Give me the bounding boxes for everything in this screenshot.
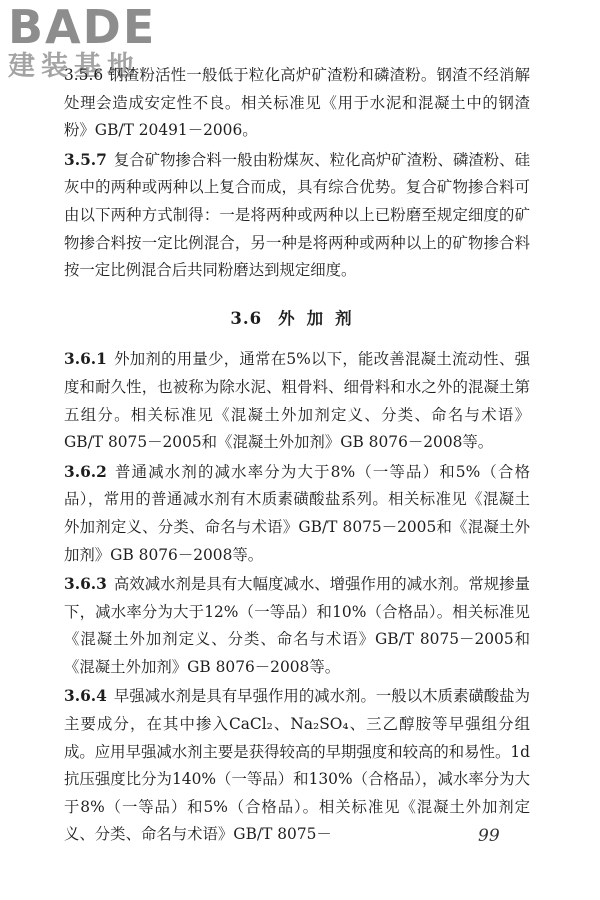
clause-3-5-6 (64, 62, 530, 145)
section-title: 外加剂 (278, 308, 364, 328)
section-heading (64, 305, 530, 333)
page-number: 99 (478, 826, 500, 846)
watermark-latin: BADE (8, 0, 157, 54)
clause-3-6-1 (64, 346, 530, 456)
clause-text: 早强减水剂是具有早强作用的减水剂。一般以木质素磺酸盐为主要成分，在其中掺入CaCl₂、Na₂SO₄、三乙醇胺等早强组分组成。应用早强减水剂主要是获得较高的早期强度和较高的和易性。1d抗压强度比分为140%（一等品）和130%（合格品），减水率分为大于8%（一等品）和5%（合格品）。相关标准见《混凝土外加剂定义、分类、命名与术语》GB/T 8075－ (64, 687, 530, 844)
section-number: 3.6 (230, 308, 263, 328)
clause-text: 外加剂的用量少，通常在5%以下，能改善混凝土流动性、强度和耐久性，也被称为除水泥、粗骨料、细骨料和水之外的混凝土第五组分。相关标准见《混凝土外加剂定义、分类、命名与术语》GB/T 8075－2005和《混凝土外加剂》GB 8076－2008等。 (64, 350, 530, 452)
clause-text: 普通减水剂的减水率分为大于8%（一等品）和5%（合格品），常用的普通减水剂有木质素磺酸盐系列。相关标准见《混凝土外加剂定义、分类、命名与术语》GB/T 8075－2005和《混凝土外加剂》GB 8076－2008等。 (64, 462, 530, 564)
clause-text: 高效减水剂是具有大幅度减水、增强作用的减水剂。常规掺量下，减水率分为大于12%（一等品）和10%（合格品）。相关标准见《混凝土外加剂定义、分类、命名与术语》GB/T 8075－2005和《混凝土外加剂》GB 8076－2008等。 (64, 575, 530, 676)
page-body (64, 62, 530, 851)
clause-number: 3.5.7 (64, 150, 107, 169)
clause-number: 3.6.1 (64, 350, 107, 369)
clause-3-6-2 (64, 459, 530, 569)
clause-number: 3.6.4 (64, 687, 107, 706)
clause-3-6-3 (64, 571, 530, 681)
clause-3-6-4 (64, 683, 530, 849)
clause-text: 复合矿物掺合料一般由粉煤灰、粒化高炉矿渣粉、磷渣粉、硅灰中的两种或两种以上复合而成，具有综合优势。复合矿物掺合料可由以下两种方式制得：一是将两种或两种以上已粉磨至规定细度的矿物掺合料按一定比例混合，另一种是将两种或两种以上的矿物掺合料按一定比例混合后共同粉磨达到规定细度。 (64, 150, 530, 280)
clause-number: 3.6.3 (64, 575, 107, 594)
watermark-cjk: 建装基地 (8, 51, 140, 82)
clause-number: 3.6.2 (64, 462, 107, 481)
clause-3-5-7 (64, 147, 530, 285)
clause-text: 3.5.6 钢渣粉活性一般低于粒化高炉矿渣粉和磷渣粉。钢渣不经消解处理会造成安定性不良。相关标准见《用于水泥和混凝土中的钢渣粉》GB/T 20491－2006。 (64, 66, 530, 140)
